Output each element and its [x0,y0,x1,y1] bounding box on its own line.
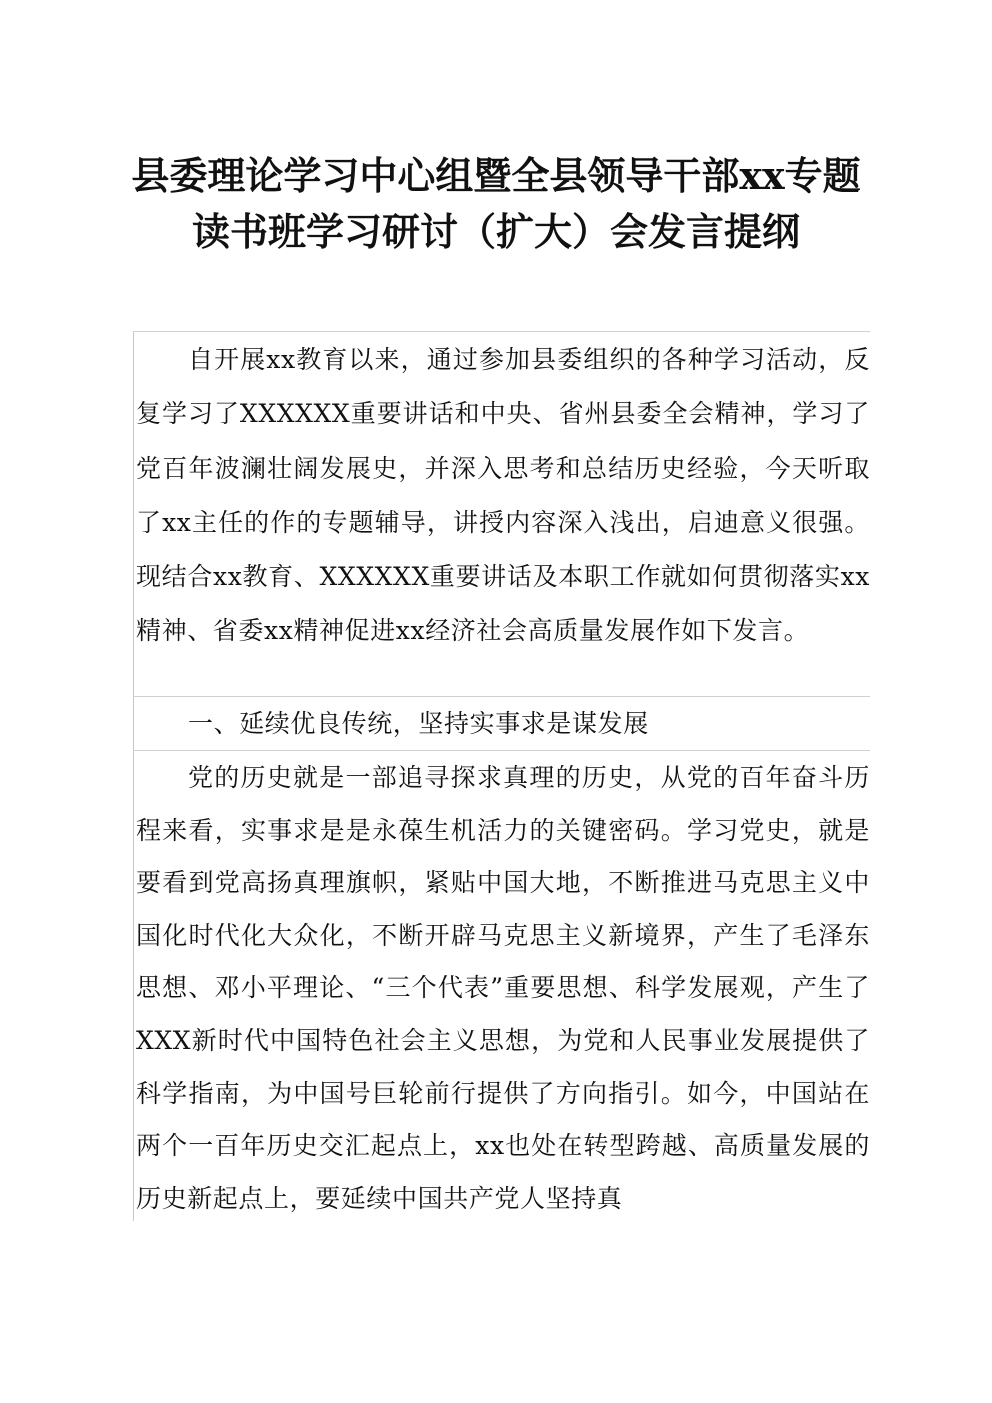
section-divider-2 [134,750,870,751]
document-title-line-2: 读书班学习研讨（扩大）会发言提纲 [191,209,800,254]
document-title-line-1: 县委理论学习中心组暨全县领导干部xx专题 [131,153,861,198]
document-title [0,148,992,260]
paragraph-section-1-body: 党的历史就是一部追寻探求真理的历史，从党的百年奋斗历程来看，实事求是是永葆生机活力的关键密码。学习党史，就是要看到党高扬真理旗帜，紧贴中国大地，不断推进马克思主义中国化时代化大众化，不断开辟马克思主义新境界，产生了毛泽东思想、邓小平理论、“三个代表”重要思想、科学发展观，产生了XXX新时代中国特色社会主义思想，为党和人民事业发展提供了科学指南，为中国号巨轮前行提供了方向指引。如今，中国站在两个一百年历史交汇起点上，xx也处在转型跨越、高质量发展的历史新起点上，要延续中国共产党人坚持真 [136,763,870,1213]
section-heading-1: 一、延续优良传统，坚持实事求是谋发展 [188,709,649,738]
paragraph-intro: 自开展xx教育以来，通过参加县委组织的各种学习活动，反复学习了XXXXXX重要讲话和中央、省州县委全会精神，学习了党百年波澜壮阔发展史，并深入思考和总结历史经验，今天听取了xx主任的作的专题辅导，讲授内容深入浅出，启迪意义很强。现结合xx教育、XXXXXX重要讲话及本职工作就如何贯彻落实xx精神、省委xx精神促进xx经济社会高质量发展作如下发言。 [136,345,870,646]
top-rule [134,331,870,332]
document-body [133,331,870,1221]
section-divider-1 [134,696,870,697]
